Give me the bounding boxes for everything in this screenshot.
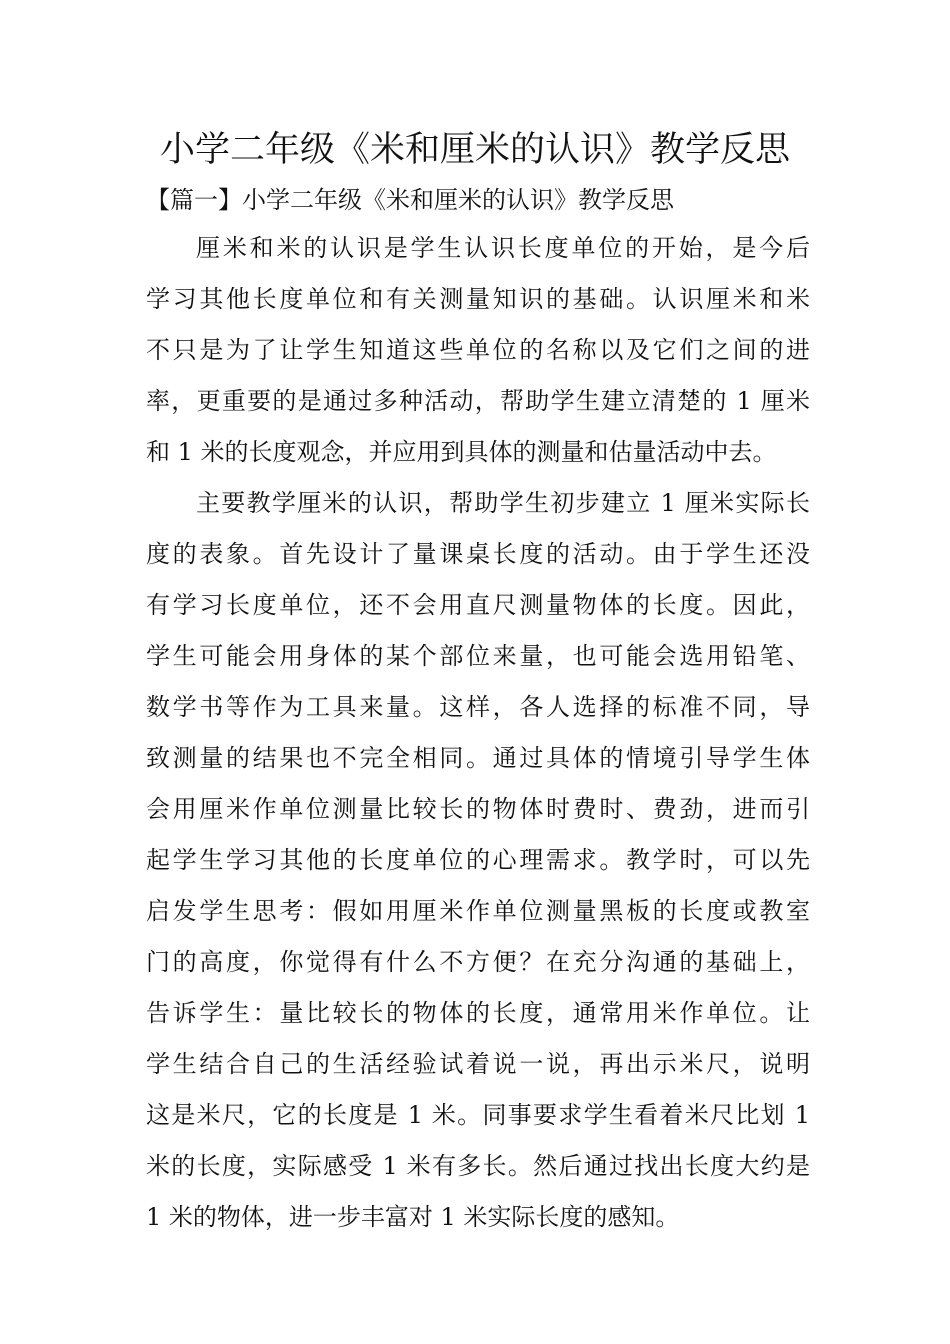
paragraph-line: 米的长度，实际感受 1 米有多长。然后通过找出长度大约是 [146, 1152, 810, 1180]
paragraph-line: 和 1 米的长度观念，并应用到具体的测量和估量活动中去。 [146, 438, 777, 466]
paragraph-1 [146, 230, 810, 485]
document-body [146, 230, 810, 1250]
paragraph-line: 1 米的物体，进一步丰富对 1 米实际长度的感知。 [146, 1203, 680, 1231]
paragraph-line: 主要教学厘米的认识，帮助学生初步建立 1 厘米实际长 [196, 489, 810, 517]
paragraph-line: 度的表象。首先设计了量课桌长度的活动。由于学生还没 [146, 540, 810, 568]
paragraph-line: 学习其他长度单位和有关测量知识的基础。认识厘米和米 [146, 285, 810, 313]
document-title: 小学二年级《米和厘米的认识》教学反思 [159, 130, 790, 170]
paragraph-line: 数学书等作为工具来量。这样，各人选择的标准不同，导 [146, 693, 810, 721]
paragraph-line: 这是米尺，它的长度是 1 米。同事要求学生看着米尺比划 1 [146, 1101, 810, 1129]
paragraph-2 [146, 485, 810, 1250]
paragraph-line: 启发学生思考：假如用厘米作单位测量黑板的长度或教室 [146, 897, 810, 925]
paragraph-line: 致测量的结果也不完全相同。通过具体的情境引导学生体 [146, 744, 810, 772]
paragraph-line: 厘米和米的认识是学生认识长度单位的开始，是今后 [196, 234, 810, 262]
section-heading: 【篇一】小学二年级《米和厘米的认识》教学反思 [146, 186, 674, 214]
paragraph-line: 起学生学习其他的长度单位的心理需求。教学时，可以先 [146, 846, 810, 874]
paragraph-line: 有学习长度单位，还不会用直尺测量物体的长度。因此， [146, 591, 810, 619]
paragraph-line: 不只是为了让学生知道这些单位的名称以及它们之间的进 [146, 336, 810, 364]
paragraph-line: 告诉学生：量比较长的物体的长度，通常用米作单位。让 [146, 999, 810, 1027]
paragraph-line: 学生结合自己的生活经验试着说一说，再出示米尺，说明 [146, 1050, 810, 1078]
paragraph-line: 学生可能会用身体的某个部位来量，也可能会选用铅笔、 [146, 642, 810, 670]
paragraph-line: 率，更重要的是通过多种活动，帮助学生建立清楚的 1 厘米 [146, 387, 810, 415]
paragraph-line: 会用厘米作单位测量比较长的物体时费时、费劲，进而引 [146, 795, 810, 823]
paragraph-line: 门的高度，你觉得有什么不方便？在充分沟通的基础上， [146, 948, 810, 976]
